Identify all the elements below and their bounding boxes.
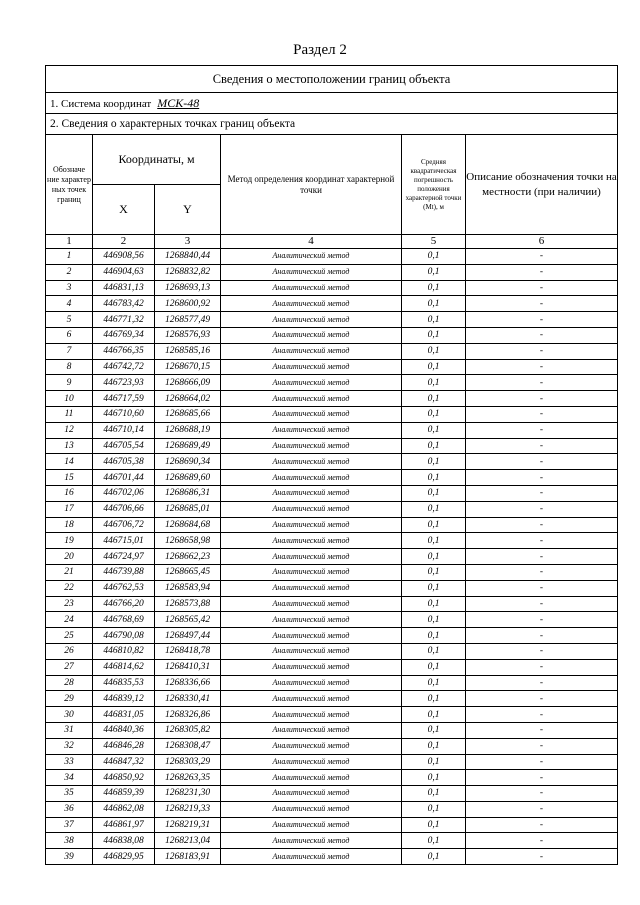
coord-y: 1268576,93 (155, 327, 221, 343)
coord-y: 1268231,30 (155, 786, 221, 802)
coord-y: 1268666,09 (155, 375, 221, 391)
point-number: 20 (46, 549, 93, 565)
description-cell: - (466, 722, 618, 738)
coord-y: 1268684,68 (155, 517, 221, 533)
coord-x: 446790,08 (93, 628, 155, 644)
coord-system-value: МСК-48 (157, 95, 200, 110)
point-number: 19 (46, 533, 93, 549)
method-cell: Аналитический метод (221, 406, 402, 422)
method-cell: Аналитический метод (221, 612, 402, 628)
description-cell: - (466, 406, 618, 422)
point-number: 26 (46, 643, 93, 659)
table-row (46, 643, 618, 659)
coord-x: 446862,08 (93, 801, 155, 817)
accuracy-cell: 0,1 (402, 786, 466, 802)
point-number: 14 (46, 454, 93, 470)
description-cell: - (466, 675, 618, 691)
table-row (46, 312, 618, 328)
coord-system-row (46, 93, 618, 114)
point-number: 7 (46, 343, 93, 359)
description-cell: - (466, 438, 618, 454)
coord-x: 446742,72 (93, 359, 155, 375)
coord-x: 446838,08 (93, 833, 155, 849)
method-cell: Аналитический метод (221, 580, 402, 596)
accuracy-cell: 0,1 (402, 738, 466, 754)
accuracy-cell: 0,1 (402, 422, 466, 438)
coord-y: 1268670,15 (155, 359, 221, 375)
table-row (46, 691, 618, 707)
table-row (46, 359, 618, 375)
coord-y: 1268685,66 (155, 406, 221, 422)
method-cell: Аналитический метод (221, 849, 402, 865)
point-number: 22 (46, 580, 93, 596)
description-cell: - (466, 612, 618, 628)
method-cell: Аналитический метод (221, 264, 402, 280)
coord-y: 1268689,60 (155, 470, 221, 486)
column-number: 5 (402, 235, 466, 249)
accuracy-cell: 0,1 (402, 596, 466, 612)
table-row (46, 533, 618, 549)
point-number: 29 (46, 691, 93, 707)
coord-y: 1268263,35 (155, 770, 221, 786)
description-cell: - (466, 249, 618, 265)
coord-x: 446814,62 (93, 659, 155, 675)
description-cell: - (466, 501, 618, 517)
coord-x: 446861,97 (93, 817, 155, 833)
table-row (46, 391, 618, 407)
coord-x: 446715,01 (93, 533, 155, 549)
coord-y: 1268832,82 (155, 264, 221, 280)
coord-x: 446768,69 (93, 612, 155, 628)
table-row (46, 517, 618, 533)
point-number: 3 (46, 280, 93, 296)
point-number: 21 (46, 564, 93, 580)
table-row (46, 375, 618, 391)
description-cell: - (466, 801, 618, 817)
accuracy-cell: 0,1 (402, 249, 466, 265)
method-cell: Аналитический метод (221, 470, 402, 486)
accuracy-cell: 0,1 (402, 438, 466, 454)
table-row (46, 722, 618, 738)
coord-x: 446783,42 (93, 296, 155, 312)
description-cell: - (466, 833, 618, 849)
coord-y: 1268418,78 (155, 643, 221, 659)
coord-y: 1268183,91 (155, 849, 221, 865)
coord-y: 1268662,23 (155, 549, 221, 565)
description-cell: - (466, 549, 618, 565)
accuracy-cell: 0,1 (402, 533, 466, 549)
description-cell: - (466, 533, 618, 549)
point-number: 10 (46, 391, 93, 407)
accuracy-cell: 0,1 (402, 628, 466, 644)
accuracy-cell: 0,1 (402, 327, 466, 343)
description-cell: - (466, 359, 618, 375)
coord-x: 446846,28 (93, 738, 155, 754)
coord-x: 446701,44 (93, 470, 155, 486)
coord-y: 1268213,04 (155, 833, 221, 849)
coord-x: 446710,60 (93, 406, 155, 422)
coord-y: 1268336,66 (155, 675, 221, 691)
point-number: 36 (46, 801, 93, 817)
accuracy-cell: 0,1 (402, 833, 466, 849)
coord-x: 446904,63 (93, 264, 155, 280)
method-cell: Аналитический метод (221, 738, 402, 754)
point-number: 38 (46, 833, 93, 849)
table-row (46, 564, 618, 580)
description-cell: - (466, 485, 618, 501)
coord-x: 446766,35 (93, 343, 155, 359)
table-row (46, 754, 618, 770)
coord-x: 446831,05 (93, 707, 155, 723)
table-row (46, 438, 618, 454)
coord-y: 1268665,45 (155, 564, 221, 580)
header-method: Метод определения координат характерной точки (221, 135, 402, 235)
point-number: 34 (46, 770, 93, 786)
method-cell: Аналитический метод (221, 375, 402, 391)
method-cell: Аналитический метод (221, 485, 402, 501)
header-coordinates: Координаты, м (93, 135, 221, 185)
accuracy-cell: 0,1 (402, 849, 466, 865)
accuracy-cell: 0,1 (402, 770, 466, 786)
coord-y: 1268565,42 (155, 612, 221, 628)
boundary-points-table (45, 65, 618, 865)
coord-x: 446705,54 (93, 438, 155, 454)
coord-y: 1268330,41 (155, 691, 221, 707)
coord-y: 1268658,98 (155, 533, 221, 549)
table-row (46, 675, 618, 691)
table-row (46, 549, 618, 565)
point-number: 39 (46, 849, 93, 865)
accuracy-cell: 0,1 (402, 643, 466, 659)
point-number: 8 (46, 359, 93, 375)
accuracy-cell: 0,1 (402, 801, 466, 817)
table-row (46, 833, 618, 849)
method-cell: Аналитический метод (221, 801, 402, 817)
coord-x: 446705,38 (93, 454, 155, 470)
table-row (46, 406, 618, 422)
accuracy-cell: 0,1 (402, 470, 466, 486)
coord-y: 1268689,49 (155, 438, 221, 454)
table-body (46, 249, 618, 865)
table-title: Сведения о местоположении границ объекта (46, 66, 618, 93)
accuracy-cell: 0,1 (402, 485, 466, 501)
accuracy-cell: 0,1 (402, 659, 466, 675)
coord-y: 1268497,44 (155, 628, 221, 644)
description-cell: - (466, 564, 618, 580)
point-number: 23 (46, 596, 93, 612)
table-row (46, 770, 618, 786)
method-cell: Аналитический метод (221, 359, 402, 375)
method-cell: Аналитический метод (221, 501, 402, 517)
description-cell: - (466, 375, 618, 391)
method-cell: Аналитический метод (221, 549, 402, 565)
coord-x: 446723,93 (93, 375, 155, 391)
accuracy-cell: 0,1 (402, 517, 466, 533)
accuracy-cell: 0,1 (402, 343, 466, 359)
accuracy-cell: 0,1 (402, 549, 466, 565)
coord-y: 1268577,49 (155, 312, 221, 328)
table-row (46, 249, 618, 265)
coord-y: 1268585,16 (155, 343, 221, 359)
point-number: 27 (46, 659, 93, 675)
description-cell: - (466, 470, 618, 486)
coord-y: 1268600,92 (155, 296, 221, 312)
coord-x: 446810,82 (93, 643, 155, 659)
coord-x: 446706,72 (93, 517, 155, 533)
description-cell: - (466, 786, 618, 802)
accuracy-cell: 0,1 (402, 612, 466, 628)
table-row (46, 280, 618, 296)
method-cell: Аналитический метод (221, 280, 402, 296)
method-cell: Аналитический метод (221, 786, 402, 802)
method-cell: Аналитический метод (221, 817, 402, 833)
coord-x: 446717,59 (93, 391, 155, 407)
coord-x: 446702,06 (93, 485, 155, 501)
coord-x: 446771,32 (93, 312, 155, 328)
description-cell: - (466, 754, 618, 770)
method-cell: Аналитический метод (221, 707, 402, 723)
accuracy-cell: 0,1 (402, 296, 466, 312)
table-row (46, 849, 618, 865)
header-y: Y (155, 185, 221, 235)
point-number: 24 (46, 612, 93, 628)
accuracy-cell: 0,1 (402, 312, 466, 328)
coord-system-label: 1. Система координат (50, 97, 152, 110)
point-number: 5 (46, 312, 93, 328)
table-row (46, 580, 618, 596)
accuracy-cell: 0,1 (402, 280, 466, 296)
accuracy-cell: 0,1 (402, 501, 466, 517)
point-number: 16 (46, 485, 93, 501)
table-row (46, 596, 618, 612)
coord-y: 1268583,94 (155, 580, 221, 596)
point-number: 11 (46, 406, 93, 422)
header-accuracy: Средняя квадратическая погрешность положения характерной точки (Mt), м (402, 135, 466, 235)
description-cell: - (466, 770, 618, 786)
method-cell: Аналитический метод (221, 564, 402, 580)
section-title: Раздел 2 (293, 42, 347, 58)
method-cell: Аналитический метод (221, 312, 402, 328)
coord-y: 1268219,31 (155, 817, 221, 833)
column-numbers-row (46, 235, 618, 249)
coord-y: 1268303,29 (155, 754, 221, 770)
method-cell: Аналитический метод (221, 770, 402, 786)
accuracy-cell: 0,1 (402, 375, 466, 391)
table-row (46, 628, 618, 644)
description-cell: - (466, 312, 618, 328)
table-row (46, 659, 618, 675)
table-row (46, 786, 618, 802)
point-number: 35 (46, 786, 93, 802)
description-cell: - (466, 643, 618, 659)
point-number: 4 (46, 296, 93, 312)
column-number: 2 (93, 235, 155, 249)
coord-x: 446831,13 (93, 280, 155, 296)
table-row (46, 470, 618, 486)
coord-x: 446829,95 (93, 849, 155, 865)
point-number: 37 (46, 817, 93, 833)
point-number: 2 (46, 264, 93, 280)
coord-x: 446850,92 (93, 770, 155, 786)
description-cell: - (466, 691, 618, 707)
point-number: 32 (46, 738, 93, 754)
description-cell: - (466, 580, 618, 596)
table-row (46, 454, 618, 470)
coord-x: 446710,14 (93, 422, 155, 438)
method-cell: Аналитический метод (221, 296, 402, 312)
column-number: 1 (46, 235, 93, 249)
method-cell: Аналитический метод (221, 422, 402, 438)
point-number: 17 (46, 501, 93, 517)
table-row (46, 817, 618, 833)
point-number: 31 (46, 722, 93, 738)
coord-x: 446847,32 (93, 754, 155, 770)
accuracy-cell: 0,1 (402, 817, 466, 833)
coord-x: 446724,97 (93, 549, 155, 565)
table-row (46, 343, 618, 359)
method-cell: Аналитический метод (221, 533, 402, 549)
accuracy-cell: 0,1 (402, 691, 466, 707)
point-number: 25 (46, 628, 93, 644)
description-cell: - (466, 707, 618, 723)
description-cell: - (466, 596, 618, 612)
method-cell: Аналитический метод (221, 628, 402, 644)
coord-y: 1268840,44 (155, 249, 221, 265)
header-description: Описание обозначения точки на местности (при наличии) (466, 135, 618, 235)
method-cell: Аналитический метод (221, 659, 402, 675)
point-number: 28 (46, 675, 93, 691)
description-cell: - (466, 454, 618, 470)
method-cell: Аналитический метод (221, 517, 402, 533)
coord-x: 446766,20 (93, 596, 155, 612)
coord-y: 1268308,47 (155, 738, 221, 754)
column-number: 3 (155, 235, 221, 249)
table-row (46, 296, 618, 312)
accuracy-cell: 0,1 (402, 675, 466, 691)
coord-y: 1268690,34 (155, 454, 221, 470)
accuracy-cell: 0,1 (402, 454, 466, 470)
method-cell: Аналитический метод (221, 391, 402, 407)
coord-y: 1268685,01 (155, 501, 221, 517)
coord-y: 1268688,19 (155, 422, 221, 438)
table-row (46, 422, 618, 438)
table-row (46, 264, 618, 280)
table-row (46, 327, 618, 343)
description-cell: - (466, 343, 618, 359)
method-cell: Аналитический метод (221, 722, 402, 738)
description-cell: - (466, 849, 618, 865)
accuracy-cell: 0,1 (402, 722, 466, 738)
coord-x: 446769,34 (93, 327, 155, 343)
table-row (46, 485, 618, 501)
coord-x: 446908,56 (93, 249, 155, 265)
coord-x: 446739,88 (93, 564, 155, 580)
description-cell: - (466, 280, 618, 296)
coord-y: 1268664,02 (155, 391, 221, 407)
coord-x: 446706,66 (93, 501, 155, 517)
header-point-id: Обозначе ние характер ных точек границ (46, 135, 93, 235)
points-section-title: 2. Сведения о характерных точках границ объекта (46, 114, 618, 135)
accuracy-cell: 0,1 (402, 406, 466, 422)
coord-x: 446859,39 (93, 786, 155, 802)
table-row (46, 612, 618, 628)
table-row (46, 801, 618, 817)
description-cell: - (466, 327, 618, 343)
accuracy-cell: 0,1 (402, 391, 466, 407)
coord-x: 446839,12 (93, 691, 155, 707)
method-cell: Аналитический метод (221, 454, 402, 470)
point-number: 6 (46, 327, 93, 343)
description-cell: - (466, 422, 618, 438)
description-cell: - (466, 659, 618, 675)
coord-y: 1268305,82 (155, 722, 221, 738)
table-row (46, 501, 618, 517)
table-row (46, 738, 618, 754)
method-cell: Аналитический метод (221, 833, 402, 849)
point-number: 9 (46, 375, 93, 391)
accuracy-cell: 0,1 (402, 580, 466, 596)
description-cell: - (466, 264, 618, 280)
method-cell: Аналитический метод (221, 438, 402, 454)
coord-y: 1268326,86 (155, 707, 221, 723)
column-number: 4 (221, 235, 402, 249)
method-cell: Аналитический метод (221, 691, 402, 707)
method-cell: Аналитический метод (221, 327, 402, 343)
description-cell: - (466, 628, 618, 644)
description-cell: - (466, 391, 618, 407)
accuracy-cell: 0,1 (402, 264, 466, 280)
point-number: 12 (46, 422, 93, 438)
accuracy-cell: 0,1 (402, 707, 466, 723)
accuracy-cell: 0,1 (402, 754, 466, 770)
point-number: 13 (46, 438, 93, 454)
description-cell: - (466, 738, 618, 754)
coord-x: 446840,36 (93, 722, 155, 738)
point-number: 18 (46, 517, 93, 533)
coord-x: 446835,53 (93, 675, 155, 691)
point-number: 33 (46, 754, 93, 770)
header-x: X (93, 185, 155, 235)
point-number: 1 (46, 249, 93, 265)
accuracy-cell: 0,1 (402, 564, 466, 580)
column-number: 6 (466, 235, 618, 249)
coord-y: 1268573,88 (155, 596, 221, 612)
description-cell: - (466, 517, 618, 533)
coord-x: 446762,53 (93, 580, 155, 596)
method-cell: Аналитический метод (221, 249, 402, 265)
point-number: 30 (46, 707, 93, 723)
method-cell: Аналитический метод (221, 343, 402, 359)
coord-y: 1268219,33 (155, 801, 221, 817)
coord-y: 1268410,31 (155, 659, 221, 675)
accuracy-cell: 0,1 (402, 359, 466, 375)
method-cell: Аналитический метод (221, 754, 402, 770)
description-cell: - (466, 817, 618, 833)
method-cell: Аналитический метод (221, 643, 402, 659)
coord-y: 1268686,31 (155, 485, 221, 501)
description-cell: - (466, 296, 618, 312)
method-cell: Аналитический метод (221, 596, 402, 612)
table-row (46, 707, 618, 723)
method-cell: Аналитический метод (221, 675, 402, 691)
point-number: 15 (46, 470, 93, 486)
coord-y: 1268693,13 (155, 280, 221, 296)
